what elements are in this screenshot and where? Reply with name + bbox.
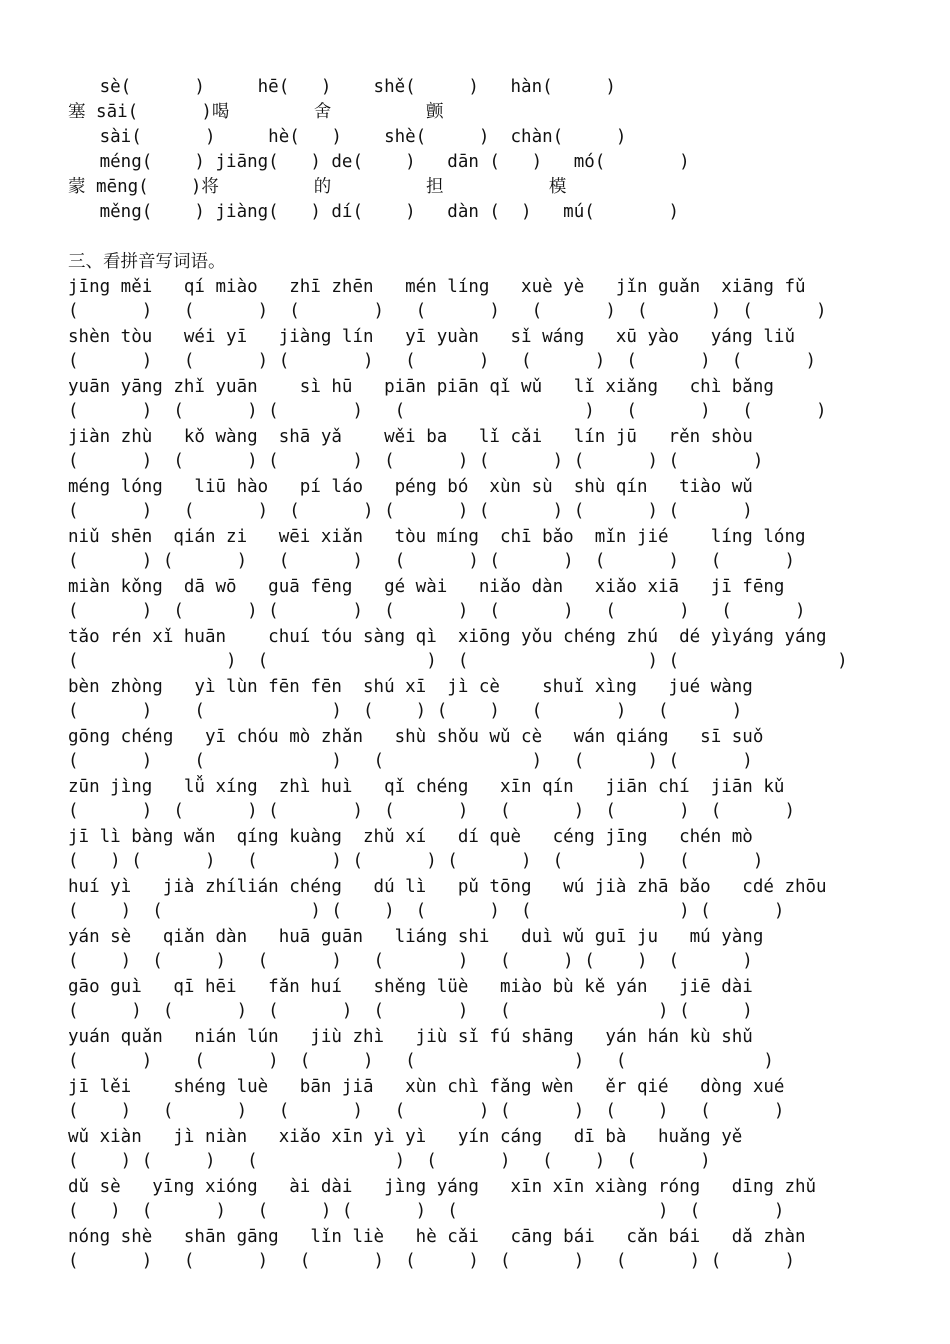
blank-line: ( ) ( ) ( ) ( ) ( ) ( ) ( ) bbox=[68, 501, 753, 521]
polyphone-line: 塞 sāi( )喝 舍 颤 bbox=[68, 102, 444, 122]
pinyin-line: nóng shè shān gāng lǐn liè hè cǎi cāng bái cǎn bái dǎ zhàn bbox=[68, 1227, 806, 1247]
pinyin-line: jī lì bàng wǎn qíng kuàng zhǔ xí dí què céng jīng chén mò bbox=[68, 827, 753, 847]
blank-line: ( ) ( ) ( ) ( ) ( ) ( ) ( ) bbox=[68, 451, 764, 471]
pinyin-line: jīng měi qí miào zhī zhēn mén líng xuè yè jǐn guǎn xiāng fǔ bbox=[68, 277, 806, 297]
pinyin-line: yuán quǎn nián lún jiù zhì jiù sǐ fú shāng yán hán kù shǔ bbox=[68, 1027, 753, 1047]
pinyin-line: zūn jìng lǚ xíng zhì huì qǐ chéng xīn qín jiān chí jiān kǔ bbox=[68, 777, 785, 797]
blank-line: ( ) ( ) ( ) ( ) ( ) ( ) bbox=[68, 401, 827, 421]
polyphone-line: 蒙 mēng( )将 的 担 模 bbox=[68, 177, 567, 197]
blank-line: ( ) ( ) ( ) ( ) ( ) ( ) ( ) bbox=[68, 301, 827, 321]
pinyin-line: wǔ xiàn jì niàn xiǎo xīn yì yì yín cáng dī bà huǎng yě bbox=[68, 1127, 743, 1147]
pinyin-line: yuān yāng zhǐ yuān sì hū piān piān qǐ wǔ lǐ xiǎng chì bǎng bbox=[68, 377, 774, 397]
blank-line: ( ) ( ) ( ) ( ) ( ) ( ) ( ) bbox=[68, 601, 806, 621]
pinyin-line: niǔ shēn qián zi wēi xiǎn tòu míng chī bǎo mǐn jié líng lóng bbox=[68, 527, 806, 547]
blank-line: ( ) ( ) ( ) ( ) ( ) ( ) bbox=[68, 901, 785, 921]
pinyin-line: tǎo rén xǐ huān chuí tóu sàng qì xiōng yǒu chéng zhú dé yìyáng yáng bbox=[68, 627, 827, 647]
blank-line: ( ) ( ) ( ) ( ) ( ) ( ) bbox=[68, 701, 743, 721]
section-heading: 三、看拼音写词语。 bbox=[68, 252, 226, 272]
pinyin-line: gōng chéng yī chóu mò zhǎn shù shǒu wǔ cè wán qiáng sī suǒ bbox=[68, 727, 764, 747]
pinyin-line: yán sè qiǎn dàn huā guān liáng shi duì wǔ guī ju mú yàng bbox=[68, 927, 764, 947]
blank-line: ( ) ( ) ( ) ( ) ( ) ( ) ( ) bbox=[68, 851, 764, 871]
blank-line: ( ) ( ) ( ) ( ) ( ) bbox=[68, 1051, 774, 1071]
pinyin-line: jī lěi shéng luè bān jiā xùn chì fǎng wèn ěr qié dòng xué bbox=[68, 1077, 785, 1097]
blank-line: ( ) ( ) ( ) ( ) bbox=[68, 651, 848, 671]
polyphone-line: sè( ) hē( ) shě( ) hàn( ) bbox=[68, 77, 616, 97]
pinyin-line: méng lóng liū hào pí láo péng bó xùn sù shù qín tiào wǔ bbox=[68, 477, 753, 497]
blank-line: ( ) ( ) ( ) ( ) ( ) ( ) ( ) bbox=[68, 951, 753, 971]
blank-line: ( ) ( ) ( ) ( ) ( ) ( ) ( ) bbox=[68, 801, 795, 821]
pinyin-line: huí yì jià zhílián chéng dú lì pǔ tōng wú jià zhā bǎo cdé zhōu bbox=[68, 877, 827, 897]
pinyin-line: gāo guì qī hēi fǎn huí shěng lüè miào bù kě yán jiē dài bbox=[68, 977, 753, 997]
blank-line: ( ) ( ) ( ) ( ) ( ) ( ) ( ) bbox=[68, 1251, 795, 1271]
pinyin-line: dǔ sè yīng xióng ài dài jìng yáng xīn xīn xiàng róng dīng zhǔ bbox=[68, 1177, 817, 1197]
blank-line: ( ) ( ) ( ) ( ) ( ) ( ) ( ) bbox=[68, 351, 817, 371]
polyphone-line: méng( ) jiāng( ) de( ) dān ( ) mó( ) bbox=[68, 152, 690, 172]
blank-line: ( ) ( ) ( ) ( ) ( ) ( ) bbox=[68, 1151, 711, 1171]
blank-line: ( ) ( ) ( ) ( ) ( ) ( ) bbox=[68, 1001, 753, 1021]
pinyin-line: miàn kǒng dā wō guā fēng gé wài niǎo dàn xiǎo xiā jī fēng bbox=[68, 577, 785, 597]
blank-line: ( ) ( ) ( ) ( ) ( ) ( ) bbox=[68, 1201, 785, 1221]
pinyin-line: shèn tòu wéi yī jiàng lín yī yuàn sǐ wáng xū yào yáng liǔ bbox=[68, 327, 795, 347]
blank-line: ( ) ( ) ( ) ( ) ( ) ( ) ( ) bbox=[68, 551, 795, 571]
pinyin-line: jiàn zhù kǒ wàng shā yǎ wěi ba lǐ cǎi lín jū rěn shòu bbox=[68, 427, 753, 447]
polyphone-line: sài( ) hè( ) shè( ) chàn( ) bbox=[68, 127, 627, 147]
polyphone-line: měng( ) jiàng( ) dí( ) dàn ( ) mú( ) bbox=[68, 202, 680, 222]
blank-line: ( ) ( ) ( ) ( ) ( ) bbox=[68, 751, 753, 771]
blank-line: ( ) ( ) ( ) ( ) ( ) ( ) ( ) bbox=[68, 1101, 785, 1121]
pinyin-line: bèn zhòng yì lùn fēn fēn shú xī jì cè shuǐ xìng jué wàng bbox=[68, 677, 753, 697]
